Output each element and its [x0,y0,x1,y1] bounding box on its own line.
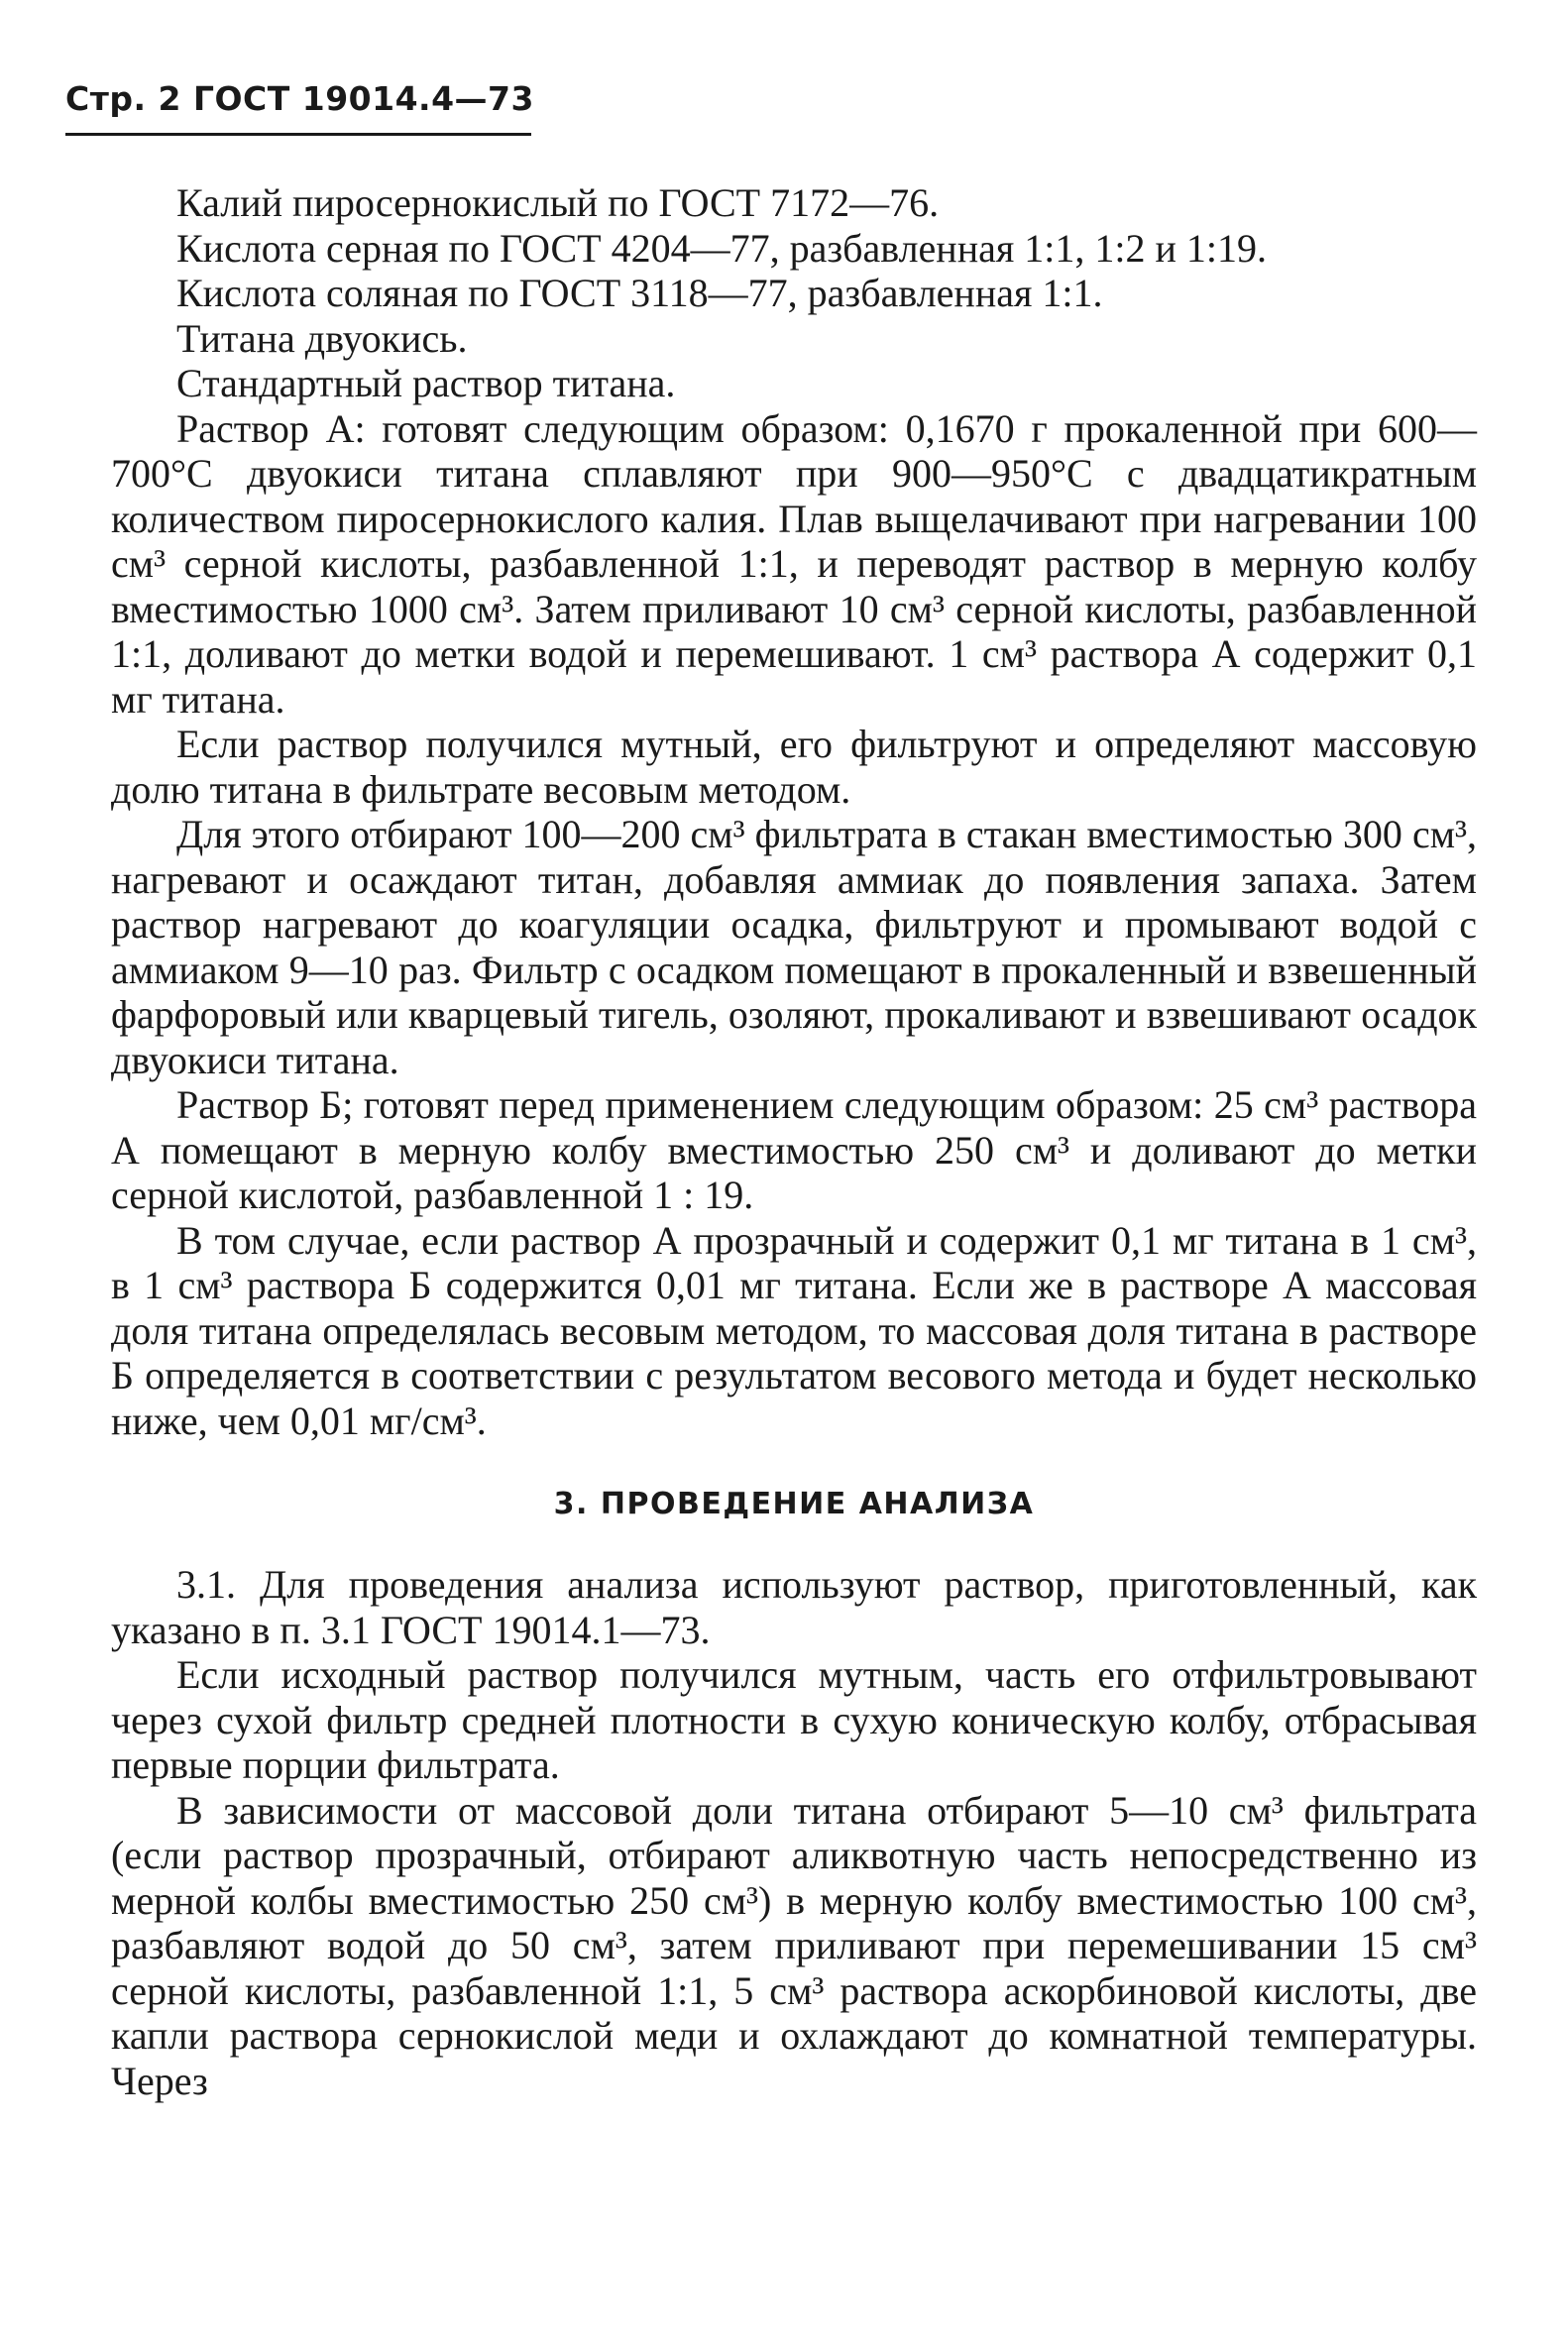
paragraph-solution-b: Раствор Б; готовят перед применением следующим образом: 25 см³ раствора А помещают в мерную колбу вместимостью 250 см³ и доливают до метки серной кислотой, разбавленной 1 : 19. [111,1082,1477,1217]
document-body [111,180,1477,2103]
running-header: Стр. 2 ГОСТ 19014.4—73 [65,79,534,118]
reagent-titanium-dioxide: Титана двуокись. [176,315,468,361]
reagent-hydrochloric-acid: Кислота соляная по ГОСТ 3118—77, разбавленная 1:1. [176,271,1103,315]
reagent-sulfuric-acid: Кислота серная по ГОСТ 4204—77, разбавленная 1:1, 1:2 и 1:19. [176,225,1268,271]
paragraph-aliquot: В зависимости от массовой доли титана отбирают 5—10 см³ фильтрата (если раствор прозрачный, отбирают аликвотную часть непосредственно из мерной колбы вместимостью 250 см³) в мерную колбу вместимостью 100 см³, разбавляют водой до 50 см³, затем приливают при перемешивании 15 см³ серной кислоты, разбавленной 1:1, 5 см³ раствора аскорбиновой кислоты, две капли раствора сернокислой меди и охлаждают до комнатной температуры. Через [111,1787,1477,2103]
paragraph-3-1: 3.1. Для проведения анализа используют раствор, приготовленный, как указано в п. 3.1 ГОСТ 19014.1—73. [111,1562,1477,1652]
paragraph-turbid-solution: Если раствор получился мутный, его фильтруют и определяют массовую долю титана в фильтрате весовым методом. [111,722,1477,812]
reagent-standard-titanium-solution: Стандартный раствор титана. [176,361,676,405]
paragraph-filtration: Если исходный раствор получился мутным, часть его отфильтровывают через сухой фильтр средней плотности в сухую коническую колбу, отбрасывая первые порции фильтрата. [111,1652,1477,1787]
paragraph-solution-a: Раствор А: готовят следующим образом: 0,1670 г прокаленной при 600—700°С двуокиси титана сплавляют при 900—950°С с двадцатикратным количеством пиросернокислого калия. Плав выщелачивают при нагревании 100 см³ серной кислоты, разбавленной 1:1, и переводят раствор в мерную колбу вместимостью 1000 см³. Затем приливают 10 см³ серной кислоты, разбавленной 1:1, доливают до метки водой и перемешивают. 1 см³ раствора А содержит 0,1 мг титана. [111,405,1477,722]
section-heading-analysis: 3. ПРОВЕДЕНИЕ АНАЛИЗА [553,1487,1035,1521]
paragraph-gravimetric-method: Для этого отбирают 100—200 см³ фильтрата в стакан вместимостью 300 см³, нагревают и осаждают титан, добавляя аммиак до появления запаха. Затем раствор нагревают до коагуляции осадка, фильтруют и промывают водой с аммиаком 9—10 раз. Фильтр с осадком помещают в прокаленный и взвешенный фарфоровый или кварцевый тигель, озоляют, прокаливают и взвешивают осадок двуокиси титана. [111,812,1477,1082]
paragraph-solution-b-concentration: В том случае, если раствор А прозрачный и содержит 0,1 мг титана в 1 см³, в 1 см³ раствора Б содержится 0,01 мг титана. Если же в растворе А массовая доля титана определялась весовым методом, то массовая доля титана в растворе Б определяется в соответствии с результатом весового метода и будет несколько ниже, чем 0,01 мг/см³. [111,1217,1477,1443]
header-rule [65,133,531,136]
reagent-potassium-pyrosulfate: Калий пиросернокислый по ГОСТ 7172—76. [176,180,940,225]
